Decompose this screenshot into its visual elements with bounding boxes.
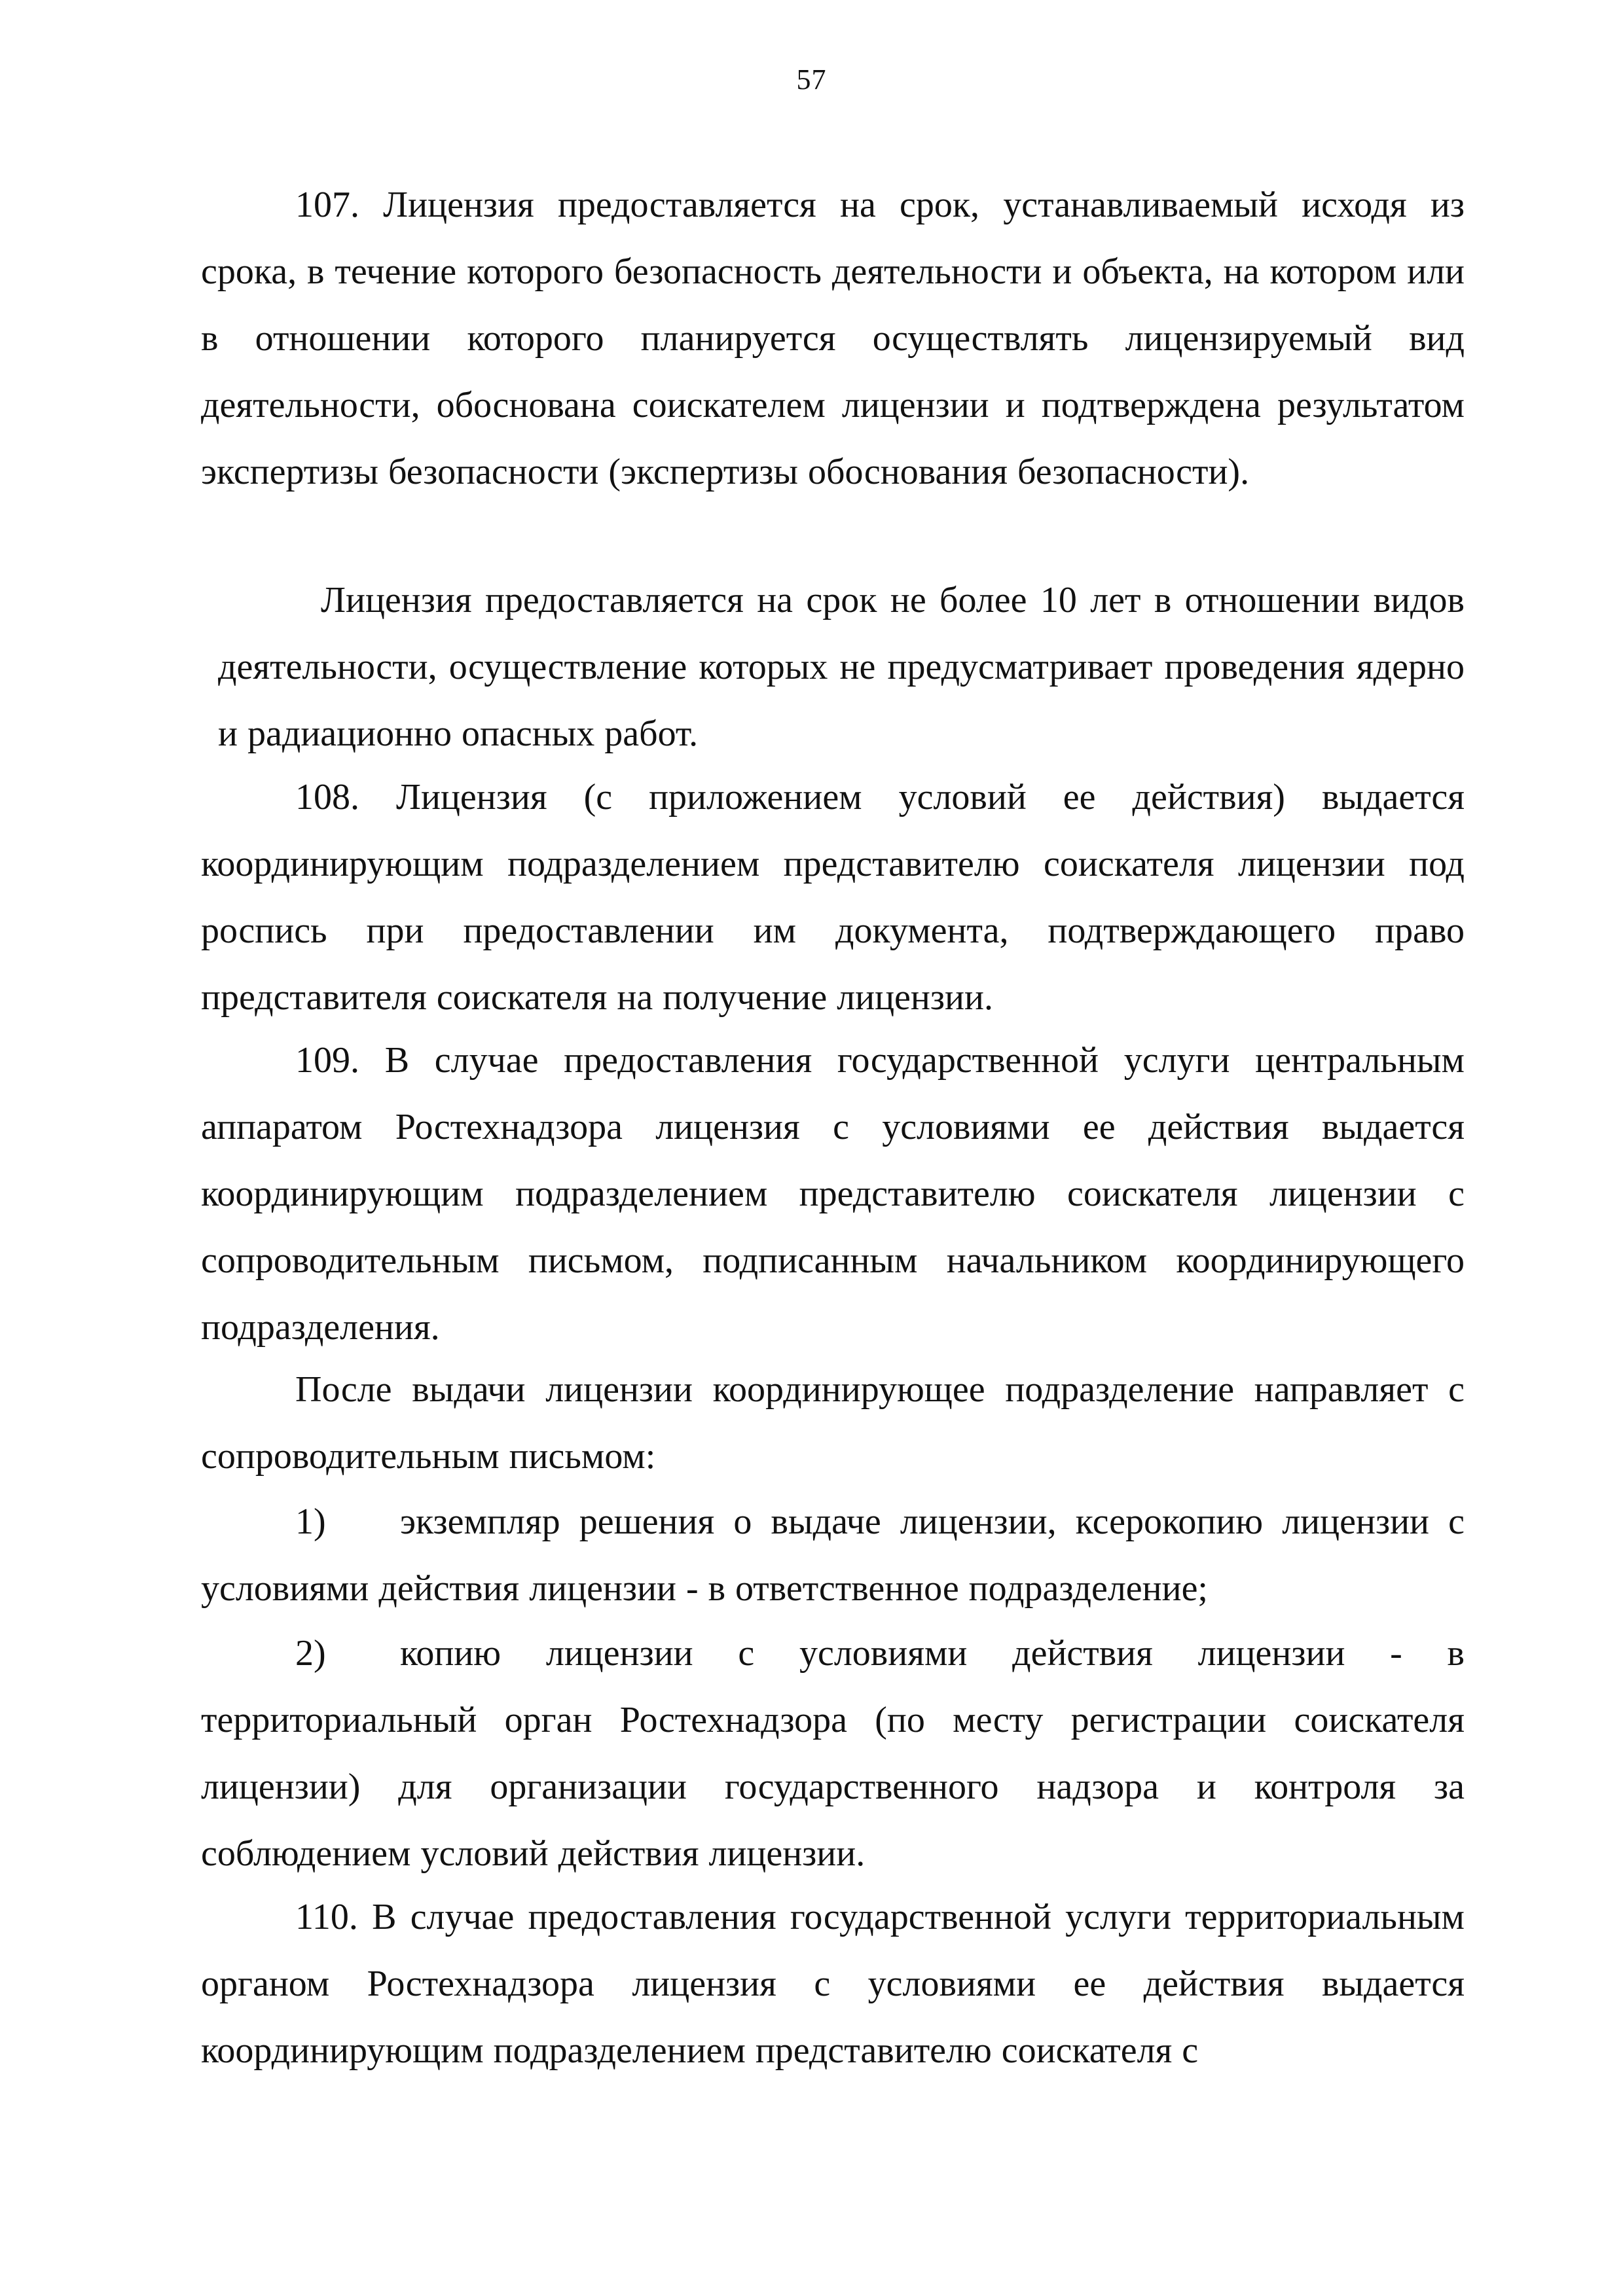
paragraph-text: 110. В случае предоставления государственной услуги территориальным органом Ростехнадзора лицензия с условиями ее действия выдается координирующим подразделением представителю соискателя с xyxy=(201,1897,1465,2071)
paragraph-109 xyxy=(201,1027,1465,1361)
paragraph-text: 107. Лицензия предоставляется на срок, устанавливаемый исходя из срока, в течение которого безопасность деятельности и объекта, на котором или в отношении которого планируется осуществлять лицензируемый вид деятельности, обоснована соискателем лицензии и подтверждена результатом экспертизы безопасности (экспертизы обоснования безопасности). xyxy=(201,185,1465,492)
list-marker: 2) xyxy=(295,1633,326,1674)
page-number: 57 xyxy=(796,63,827,96)
paragraph-108 xyxy=(201,764,1465,1031)
list-item xyxy=(201,1488,1465,1622)
list-marker: 1) xyxy=(295,1501,326,1542)
paragraph-text: 108. Лицензия (с приложением условий ее действия) выдается координирующим подразделением представителю соискателя лицензии под роспись при предоставлении им документа, подтверждающего право представителя соискателя на получение лицензии. xyxy=(201,777,1465,1018)
paragraph-107 xyxy=(201,171,1465,505)
dispatch-list-item-2 xyxy=(201,1620,1465,1887)
paragraph-text: Лицензия предоставляется на срок не более 10 лет в отношении видов деятельности, осуществление которых не предусматривает проведения ядерно и радиационно опасных работ. xyxy=(218,580,1465,754)
paragraph-107-term xyxy=(218,567,1465,767)
list-item-text: копию лицензии с условиями действия лицензии - в территориальный орган Ростехнадзора (по месту регистрации соискателя лицензии) для организации государственного надзора и контроля за соблюдением условий действия лицензии. xyxy=(201,1633,1465,1874)
paragraph-text: 109. В случае предоставления государственной услуги центральным аппаратом Ростехнадзора лицензия с условиями ее действия выдается координирующим подразделением представителю соискателя лицензии с сопроводительным письмом, подписанным начальником координирующего подразделения. xyxy=(201,1040,1465,1348)
paragraph-text: После выдачи лицензии координирующее подразделение направляет с сопроводительным письмом: xyxy=(201,1369,1465,1477)
list-item xyxy=(201,1620,1465,1887)
list-item-text: экземпляр решения о выдаче лицензии, ксерокопию лицензии с условиями действия лицензии - в ответственное подразделение; xyxy=(201,1501,1465,1609)
dispatch-list-item-1 xyxy=(201,1488,1465,1622)
paragraph-110 xyxy=(201,1884,1465,2084)
paragraph-109-dispatch xyxy=(201,1356,1465,1490)
